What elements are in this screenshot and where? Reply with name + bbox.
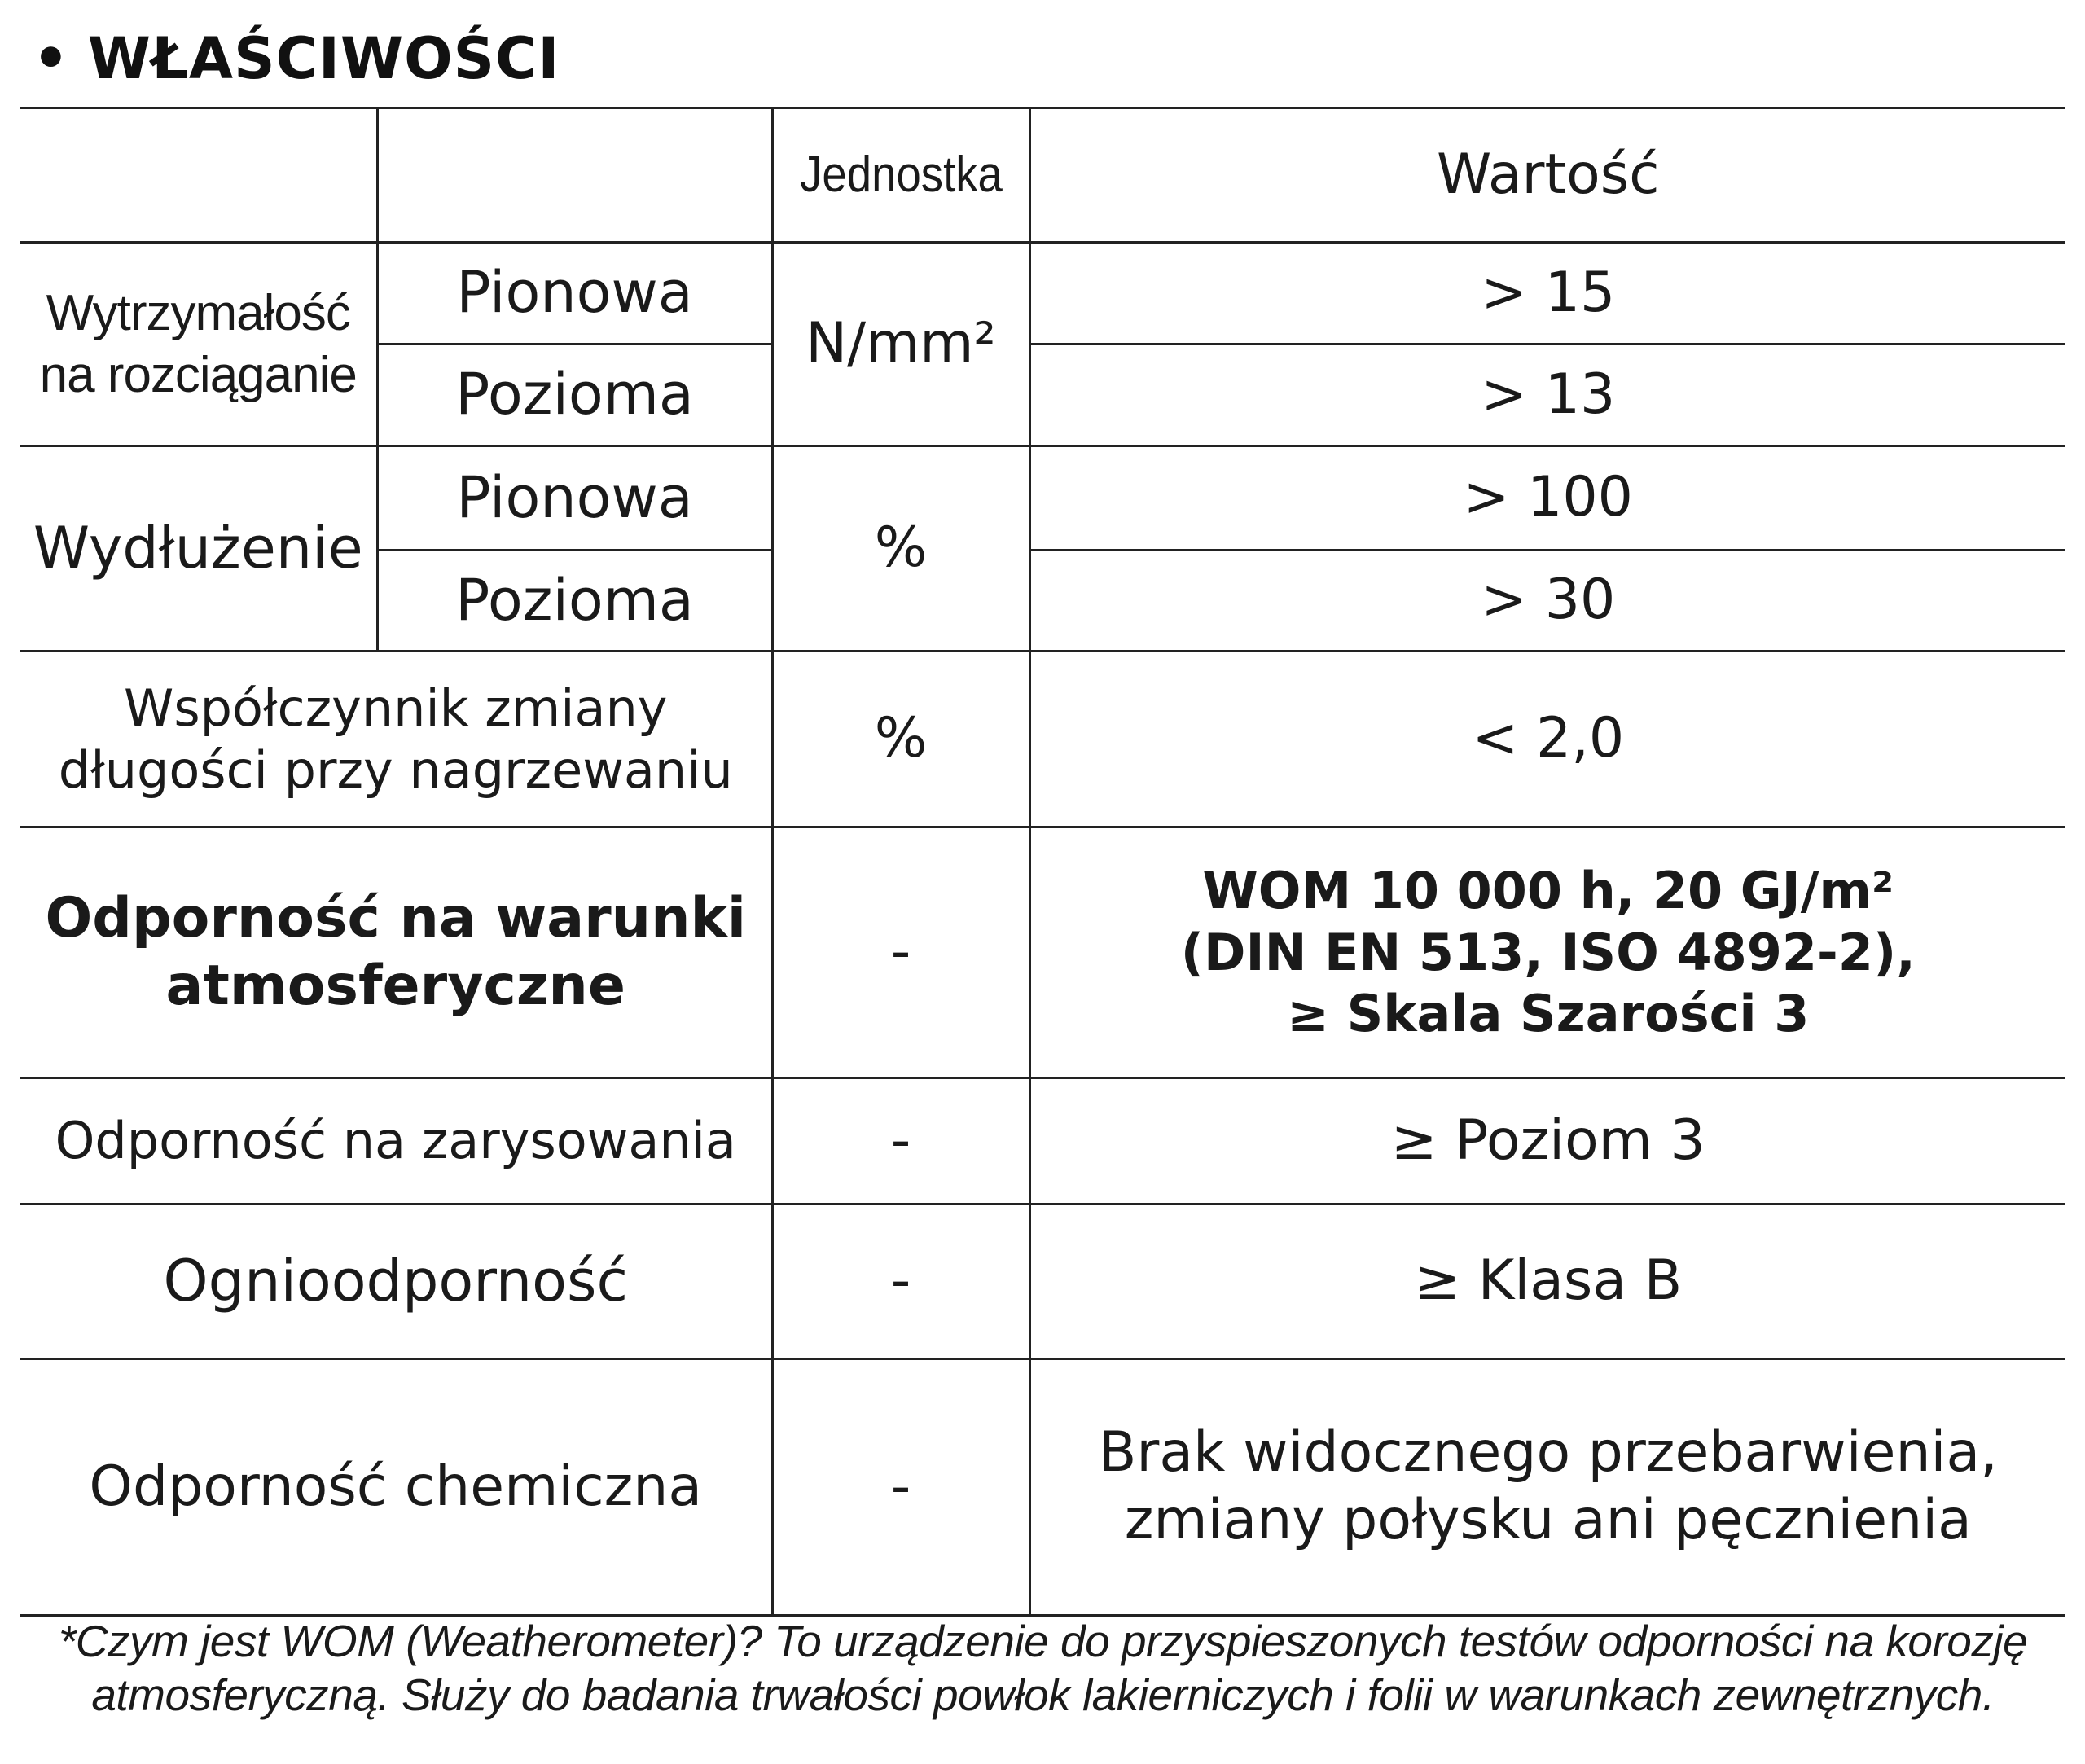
section-title — [33, 18, 560, 99]
elongation-unit: % — [772, 446, 1029, 652]
tensile-value: > 13 — [1029, 344, 2065, 446]
table-header-row — [20, 108, 2065, 243]
fire-label: Ognioodporność — [20, 1205, 772, 1359]
bullet-icon: • — [33, 25, 70, 92]
header-value: Wartość — [1029, 108, 2065, 243]
header-unit: Jednostka — [772, 108, 1029, 243]
heat-shrink-label: Współczynnik zmiany długości przy nagrzewaniu — [20, 652, 772, 827]
table-row — [20, 243, 2065, 344]
properties-table — [20, 107, 2065, 1617]
elongation-label: Wydłużenie — [20, 446, 377, 652]
elongation-value: > 100 — [1029, 446, 2065, 551]
weather-label: Odporność na warunki atmosferyczne — [20, 827, 772, 1078]
table-row — [20, 827, 2065, 1078]
heat-shrink-unit: % — [772, 652, 1029, 827]
elongation-value: > 30 — [1029, 551, 2065, 652]
heat-shrink-value: < 2,0 — [1029, 652, 2065, 827]
footnote: *Czym jest WOM (Weatherometer)? To urządzenie do przyspieszonych testów odporności na korozję atmosferyczną. Służy do badania trwałości powłok lakierniczych i folii w warunkach zewnętrznych. — [58, 1616, 2028, 1720]
table-row — [20, 446, 2065, 551]
chemical-label: Odporność chemiczna — [20, 1359, 772, 1616]
chemical-value: Brak widocznego przebarwienia, zmiany połysku ani pęcznienia — [1029, 1359, 2065, 1616]
chemical-unit: - — [772, 1359, 1029, 1616]
scratch-value: ≥ Poziom 3 — [1029, 1078, 2065, 1205]
tensile-unit: N/mm² — [772, 243, 1029, 446]
fire-value: ≥ Klasa B — [1029, 1205, 2065, 1359]
fire-unit: - — [772, 1205, 1029, 1359]
weather-unit: - — [772, 827, 1029, 1078]
elongation-direction: Pozioma — [377, 551, 772, 652]
tensile-value: > 15 — [1029, 243, 2065, 344]
weather-value: WOM 10 000 h, 20 GJ/m² (DIN EN 513, ISO 4892-2), ≥ Skala Szarości 3 — [1029, 827, 2065, 1078]
table-row — [20, 1078, 2065, 1205]
tensile-label: Wytrzymałość na rozciąganie — [20, 243, 377, 446]
header-empty-2 — [377, 108, 772, 243]
table-row — [20, 1359, 2065, 1616]
table-row — [20, 652, 2065, 827]
scratch-label: Odporność na zarysowania — [20, 1078, 772, 1205]
elongation-direction: Pionowa — [377, 446, 772, 551]
tensile-direction: Pionowa — [377, 243, 772, 344]
section-title-text: WŁAŚCIWOŚCI — [87, 25, 560, 92]
tensile-direction: Pozioma — [377, 344, 772, 446]
header-empty-1 — [20, 108, 377, 243]
scratch-unit: - — [772, 1078, 1029, 1205]
table-row — [20, 1205, 2065, 1359]
